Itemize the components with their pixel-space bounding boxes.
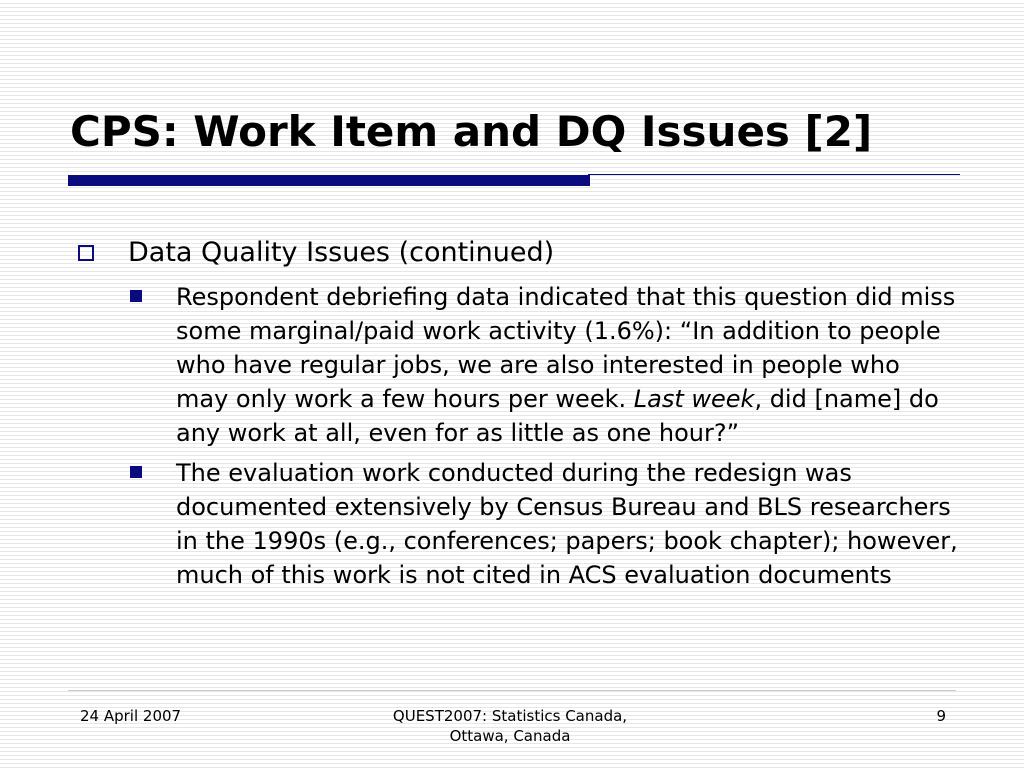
sub-bullet-text-part1: Respondent debriefing data indicated that this question did miss some marginal/paid work activity (1.6%): “In addition to people who have regular jobs, we are also interested in people who may only work a few hours per week. — [176, 283, 956, 413]
bullet-list-level1 — [78, 235, 958, 271]
hollow-square-bullet-icon — [78, 245, 94, 261]
filled-square-bullet-icon — [130, 290, 142, 302]
sub-bullet-evaluation — [128, 456, 958, 592]
bullet-list-level2 — [128, 280, 958, 598]
footer-date: 24 April 2007 — [80, 707, 182, 725]
footer-conference-line2: Ottawa, Canada — [449, 727, 571, 745]
page-number: 9 — [936, 707, 946, 725]
filled-square-bullet-icon — [130, 466, 142, 478]
footer-conference-line1: QUEST2007: Statistics Canada, — [392, 707, 628, 725]
title-rule-thick — [68, 175, 590, 186]
sub-bullet-text: The evaluation work conducted during the redesign was documented extensively by Census Bureau and BLS researchers in the 1990s (e.g., conferences; papers; book chapter); however, much of this work is not cited in ACS evaluation documents — [176, 459, 958, 589]
slide-title: CPS: Work Item and DQ Issues [2] — [70, 107, 873, 156]
title-rule-thin — [588, 174, 960, 175]
sub-bullet-debriefing — [128, 280, 958, 450]
footer-rule — [68, 690, 956, 691]
sub-bullet-text-part2: , did [name] do any work at all, even for as little as one hour?” — [176, 385, 939, 447]
bullet-item-data-quality — [78, 235, 958, 271]
bullet-text: Data Quality Issues (continued) — [128, 237, 555, 268]
footer-conference — [340, 706, 680, 746]
sub-bullet-text-italic: Last week — [633, 385, 755, 413]
